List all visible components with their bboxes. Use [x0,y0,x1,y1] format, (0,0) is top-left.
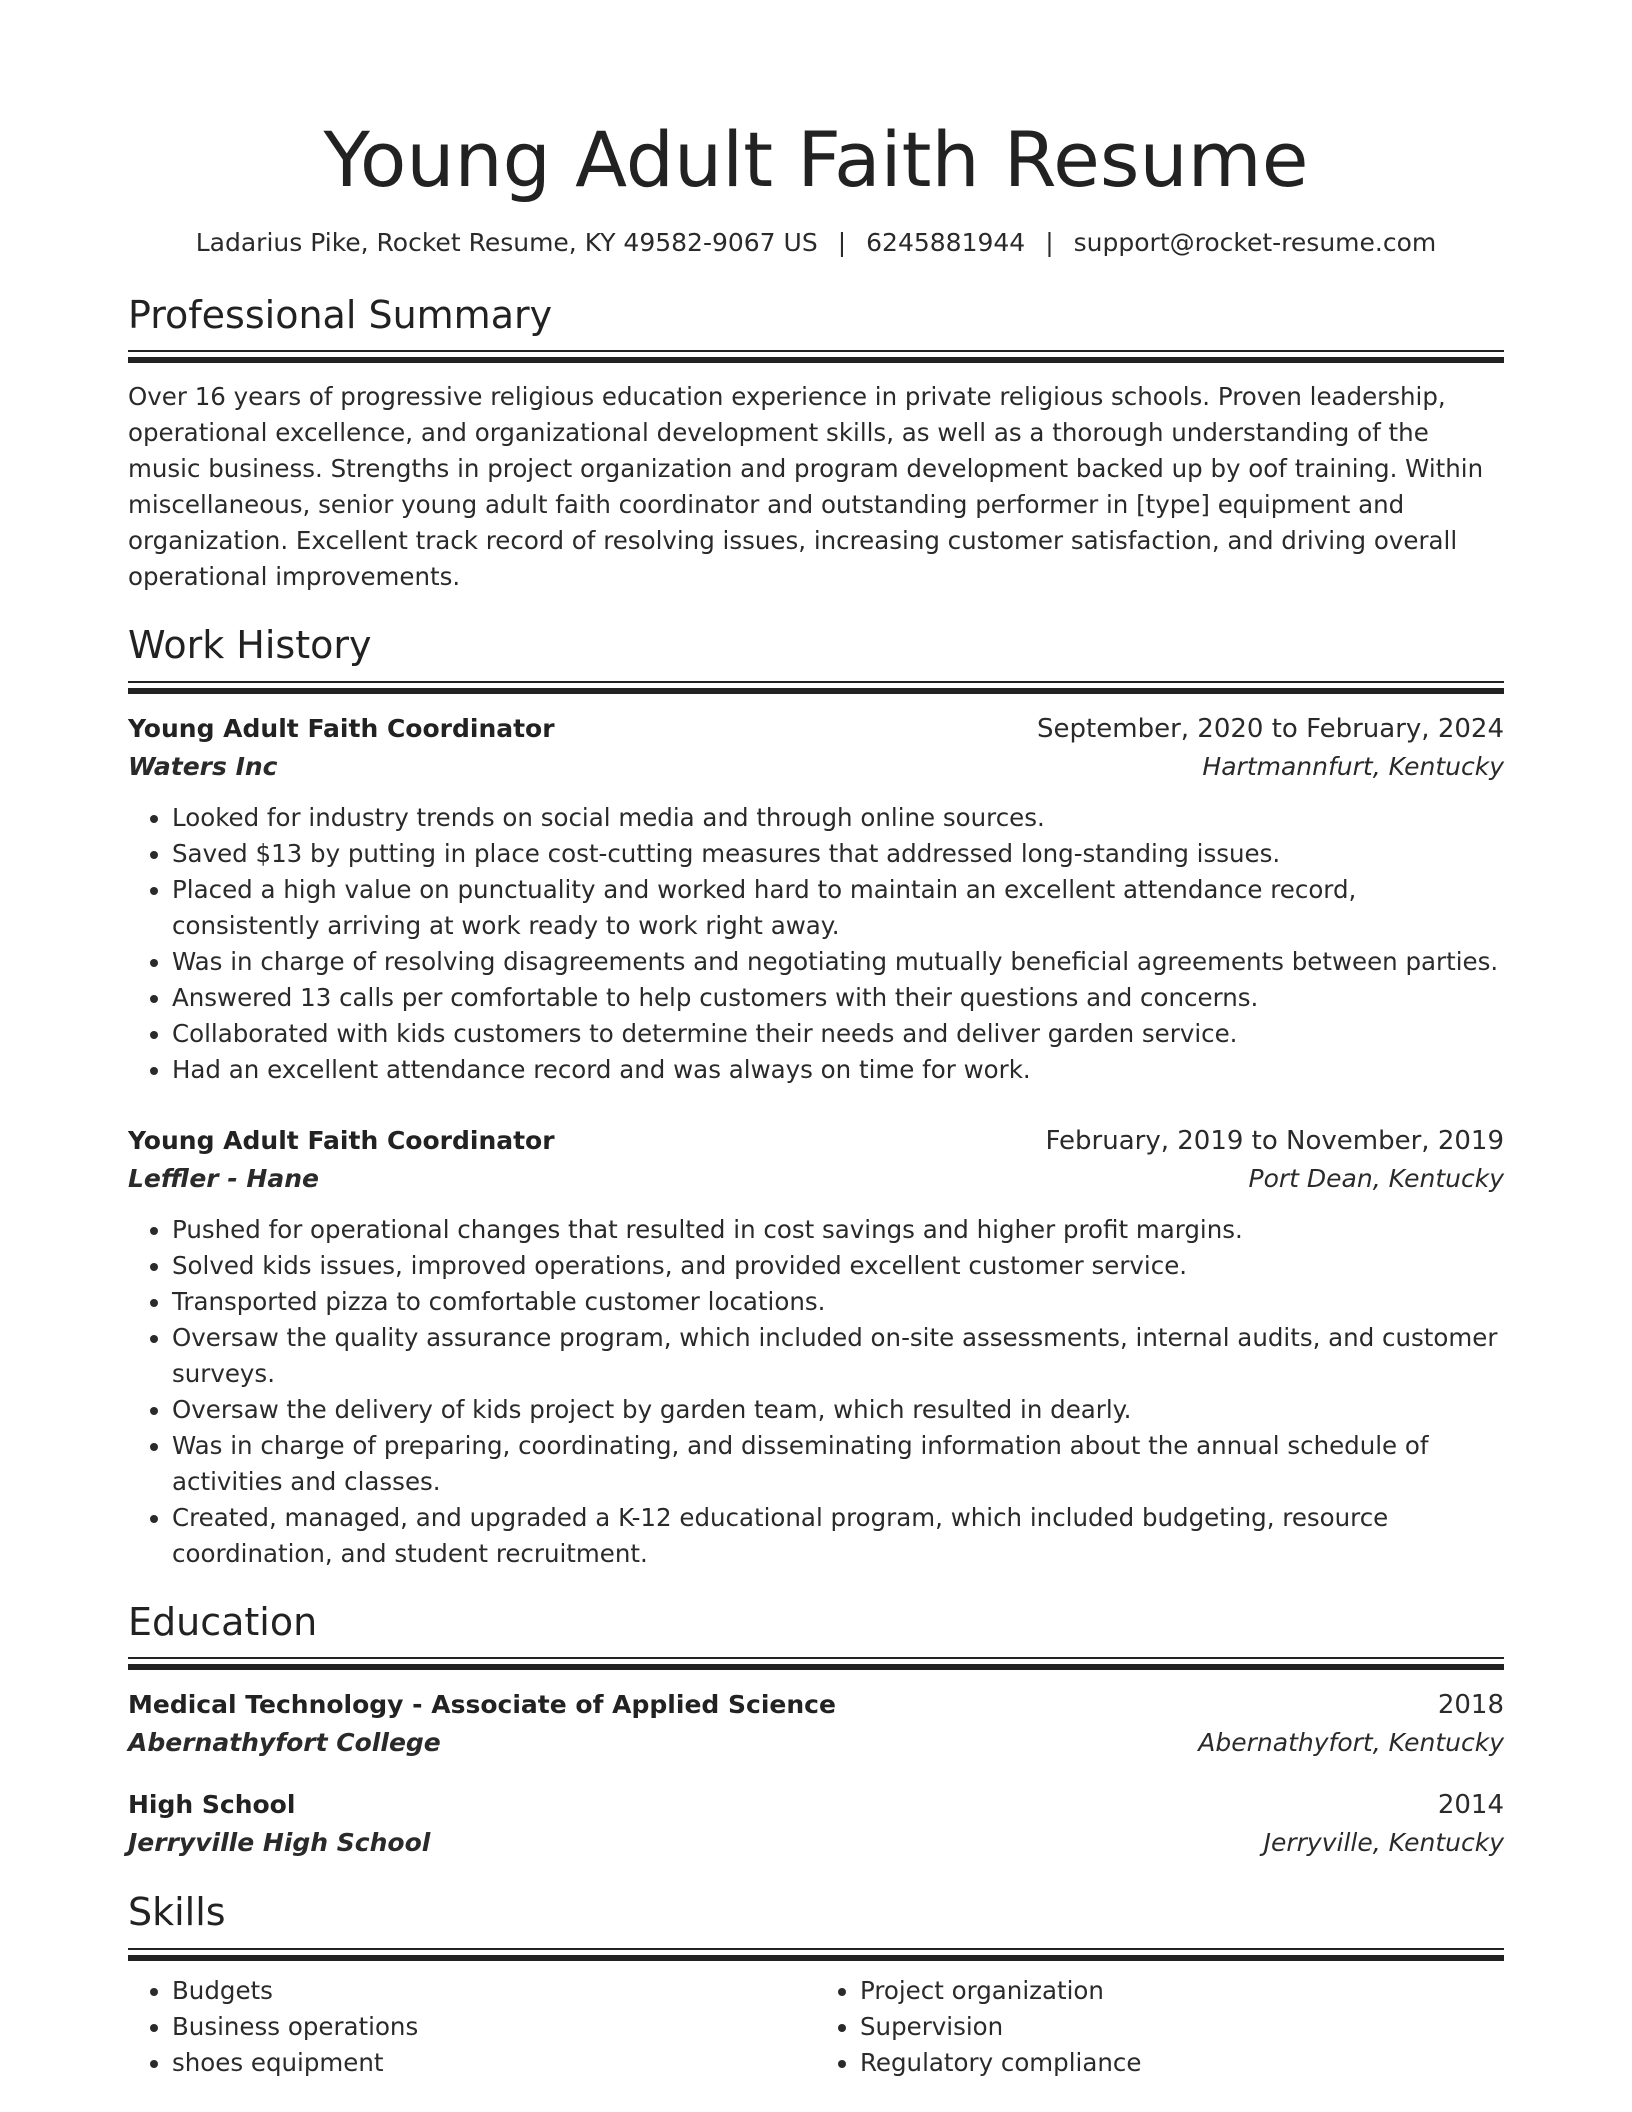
skills-heading: Skills [128,1890,226,1935]
education-location: Abernathyfort, Kentucky [1198,1728,1504,1758]
contact-line [128,228,1504,257]
education-degree: Medical Technology - Associate of Applied Science [128,1690,836,1720]
skill-item: • shoes equipment [172,2045,816,2081]
job-title: Young Adult Faith Coordinator [128,713,555,743]
skill-item: • Supervision [860,2009,1504,2045]
list-item: • Oversaw the delivery of kids project by garden team, which resulted in dearly. [172,1392,1504,1428]
skill-item: • Business operations [172,2009,816,2045]
skills-list [128,1973,1504,2081]
education-degree: High School [128,1790,296,1820]
education-year: 2018 [1437,1690,1504,1721]
job-dates: September, 2020 to February, 2024 [1037,713,1504,744]
list-item: • Created, managed, and upgraded a K-12 educational program, which included budgeting, resource coordination, and student recruitment. [172,1500,1504,1572]
job-dates: February, 2019 to November, 2019 [1045,1125,1504,1156]
job-company: Waters Inc [128,751,278,781]
contact-address: Ladarius Pike, Rocket Resume, KY 49582-9067 US [195,227,818,257]
job-entry [128,1122,1504,1572]
education-heading: Education [128,1599,318,1644]
list-item: • Was in charge of preparing, coordinating, and disseminating information about the annual schedule of activities and classes. [172,1428,1504,1500]
list-item: • Saved $13 by putting in place cost-cutting measures that addressed long-standing issues. [172,836,1504,872]
job-company: Leffler - Hane [128,1163,319,1193]
list-item: • Transported pizza to comfortable customer locations. [172,1284,1504,1320]
section-divider [128,681,1504,694]
job-bullets [128,1212,1504,1572]
list-item: • Solved kids issues, improved operations, and provided excellent customer service. [172,1248,1504,1284]
section-divider [128,1948,1504,1961]
list-item: • Pushed for operational changes that resulted in cost savings and higher profit margins. [172,1212,1504,1248]
work-section-header [128,623,1504,694]
job-location: Port Dean, Kentucky [1248,1163,1504,1193]
resume-title: Young Adult Faith Resume [323,115,1309,204]
work-heading: Work History [128,623,372,668]
job-bullets [128,800,1504,1088]
contact-phone: 6245881944 [866,227,1026,257]
contact-separator: | [1045,227,1054,257]
skills-column-left [128,1973,816,2081]
skill-item: • Regulatory compliance [860,2045,1504,2081]
education-entry [128,1786,1504,1862]
contact-email[interactable]: support@rocket-resume.com [1073,227,1437,257]
education-school: Abernathyfort College [128,1728,441,1758]
job-title: Young Adult Faith Coordinator [128,1125,555,1155]
list-item: • Placed a high value on punctuality and worked hard to maintain an excellent attendance record, consistently arriving at work ready to work right away. [172,872,1504,944]
section-divider [128,1657,1504,1670]
education-section-header [128,1600,1504,1671]
list-item: • Had an excellent attendance record and was always on time for work. [172,1052,1504,1088]
job-entry [128,710,1504,1088]
education-year: 2014 [1437,1790,1504,1821]
summary-text: Over 16 years of progressive religious education experience in private religious schools. Proven leadership, operational excellence, and organizational development skills, as well as a thorough understanding of the music business. Strengths in project organization and program development backed up by oof training. Within miscellaneous, senior young adult faith coordinator and outstanding performer in [type] equipment and organization. Excellent track record of resolving issues, increasing customer satisfaction, and driving overall operational improvements. [128,382,1484,592]
education-location: Jerryville, Kentucky [1263,1828,1504,1858]
education-entry [128,1686,1504,1762]
skills-section-header [128,1890,1504,1961]
list-item: • Looked for industry trends on social media and through online sources. [172,800,1504,836]
job-location: Hartmannfurt, Kentucky [1202,751,1504,781]
skills-column-right [816,1973,1504,2081]
list-item: • Oversaw the quality assurance program, which included on-site assessments, internal audits, and customer surveys. [172,1320,1504,1392]
skill-item: • Budgets [172,1973,816,2009]
list-item: • Answered 13 calls per comfortable to help customers with their questions and concerns. [172,980,1504,1016]
contact-separator: | [837,227,847,257]
list-item: • Collaborated with kids customers to determine their needs and deliver garden service. [172,1016,1504,1052]
education-school: Jerryville High School [128,1828,431,1858]
skill-item: • Project organization [860,1973,1504,2009]
summary-section-header [128,293,1504,364]
summary-heading: Professional Summary [128,292,553,337]
list-item: • Was in charge of resolving disagreements and negotiating mutually beneficial agreements between parties. [172,944,1504,980]
section-divider [128,350,1504,363]
